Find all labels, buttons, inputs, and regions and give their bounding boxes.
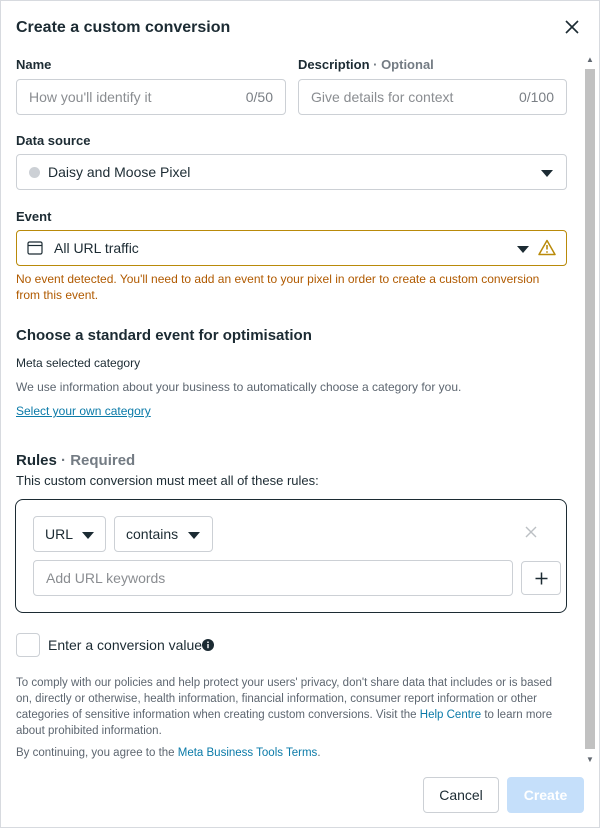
- event-select[interactable]: [16, 230, 567, 266]
- dialog-title: Create a custom conversion: [16, 19, 231, 36]
- close-icon[interactable]: [563, 18, 581, 36]
- event-label: Event: [16, 209, 52, 224]
- disclaimer-text: To comply with our policies and help protect your users' privacy, don't share data that includes or is based on, directly or otherwise, health information, financial information, consumer report information or other categories of sensitive information when creating custom conversions. Visit the: [16, 677, 553, 721]
- warning-triangle-icon: [538, 239, 556, 256]
- terms-notice: [16, 747, 321, 759]
- event-value: All URL traffic: [54, 240, 139, 256]
- name-input[interactable]: [16, 79, 286, 115]
- cancel-button[interactable]: Cancel: [423, 777, 499, 813]
- caret-down-icon: [82, 532, 94, 539]
- optimisation-heading: Choose a standard event for optimisation: [16, 327, 312, 344]
- business-tools-terms-link[interactable]: Meta Business Tools Terms: [177, 747, 318, 759]
- rule-field-dropdown[interactable]: [33, 516, 106, 552]
- scroll-up-arrow-icon[interactable]: ▲: [586, 55, 594, 64]
- name-placeholder: How you'll identify it: [29, 89, 152, 105]
- terms-text: By continuing, you agree to the: [16, 747, 178, 759]
- scrollbar-thumb[interactable]: [585, 69, 595, 749]
- conversion-value-label: Enter a conversion value: [48, 637, 203, 653]
- rules-subtitle: This custom conversion must meet all of these rules:: [16, 473, 319, 488]
- name-label: [16, 57, 51, 72]
- name-char-counter: 0/50: [245, 89, 273, 105]
- rule-operator-value: contains: [126, 526, 179, 542]
- create-button[interactable]: Create: [507, 777, 584, 813]
- pixel-status-dot-icon: [29, 167, 40, 178]
- event-warning-message: No event detected. You'll need to add an event to your pixel in order to create a custom conversion from this event.: [16, 272, 540, 302]
- description-label: [298, 57, 434, 72]
- meta-selected-category-label: Meta selected category: [16, 356, 141, 370]
- data-source-select[interactable]: [16, 154, 567, 190]
- description-char-counter: 0/100: [518, 89, 554, 105]
- data-source-value: Daisy and Moose Pixel: [48, 164, 191, 180]
- caret-down-icon: [541, 170, 553, 177]
- add-keyword-button[interactable]: [521, 561, 561, 595]
- help-centre-link[interactable]: Help Centre: [419, 709, 482, 721]
- description-label-text: Description: [298, 57, 370, 72]
- privacy-disclaimer: [16, 675, 568, 739]
- disclaimer-text-after: to learn more about prohibited information.: [16, 709, 553, 737]
- url-keywords-input[interactable]: [33, 560, 513, 596]
- terms-text-after: .: [317, 747, 321, 759]
- data-source-label: Data source: [16, 133, 91, 148]
- rules-box: [15, 499, 567, 613]
- caret-down-icon: [188, 532, 200, 539]
- name-label-text: Name: [16, 57, 52, 72]
- info-icon[interactable]: [202, 639, 214, 651]
- rules-title-text: Rules: [16, 452, 57, 469]
- required-suffix: · Required: [56, 452, 136, 469]
- rules-heading: [16, 452, 135, 469]
- category-description: We use information about your business to automatically choose a category for you.: [16, 380, 462, 394]
- plus-icon: [535, 572, 548, 585]
- description-input[interactable]: [298, 79, 567, 115]
- scrollbar[interactable]: [583, 53, 597, 769]
- select-own-category-link[interactable]: Select your own category: [16, 404, 151, 418]
- url-keywords-placeholder: Add URL keywords: [46, 570, 166, 586]
- remove-rule-icon[interactable]: [524, 525, 538, 539]
- description-placeholder: Give details for context: [311, 89, 454, 105]
- rule-operator-dropdown[interactable]: [114, 516, 213, 552]
- scroll-down-arrow-icon[interactable]: ▼: [586, 755, 594, 764]
- browser-window-icon: [27, 240, 43, 256]
- conversion-value-checkbox[interactable]: [16, 633, 40, 657]
- optional-suffix: · Optional: [369, 57, 434, 72]
- caret-down-icon: [517, 246, 529, 253]
- rule-field-value: URL: [45, 526, 74, 542]
